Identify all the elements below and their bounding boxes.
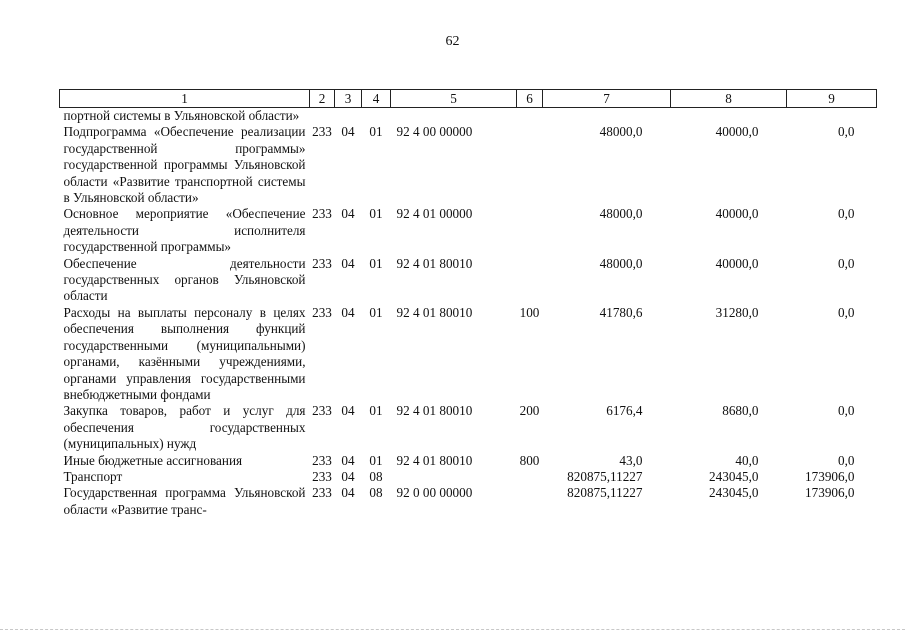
cell-amount-col7: 41780,6	[599, 304, 643, 320]
row-name: Основное мероприятие «Обеспечение деятельности исполнителя государственной программы»	[63, 206, 306, 255]
cell-amount-col9: 0,0	[838, 124, 855, 140]
cell-amount-col7: 48000,0	[599, 206, 643, 222]
cell-ministry-code: 233	[312, 304, 332, 320]
cell-ministry-code: 233	[312, 485, 332, 501]
cell-ministry-code: 233	[312, 124, 332, 140]
cell-ministry-code: 233	[312, 206, 332, 222]
row-name: Расходы на выплаты персоналу в целях обеспечения выполнения функций государственными (муниципальными) органами, казёнными учреждениями, органами управления государственными внебюджетными фондами	[63, 304, 306, 402]
cell-amount-col9: 0,0	[838, 255, 855, 271]
table-row	[60, 305, 877, 403]
cell-amount-col7: 820875,11227	[567, 485, 643, 501]
column-number-row	[60, 90, 877, 108]
cell-ministry-code: 233	[312, 403, 332, 419]
cell-section-code	[335, 108, 362, 125]
cell-section-code: 04	[341, 255, 355, 271]
column-header: 3	[335, 90, 362, 108]
cell-subsection-code: 08	[369, 468, 383, 484]
cell-expense-type	[517, 469, 543, 485]
cell-target-article: 92 4 01 80010	[396, 304, 473, 320]
cell-amount-col7: 6176,4	[606, 403, 643, 419]
cell-ministry-code: 233	[312, 452, 332, 468]
column-header: 8	[671, 90, 787, 108]
table-row	[60, 206, 877, 255]
cell-expense-type: 800	[519, 452, 540, 468]
budget-table	[59, 89, 877, 518]
column-header: 1	[60, 90, 310, 108]
cell-section-code: 04	[341, 206, 355, 222]
cell-amount-col7: 48000,0	[599, 124, 643, 140]
cell-amount-col8: 31280,0	[715, 304, 759, 320]
cell-section-code: 04	[341, 304, 355, 320]
cell-subsection-code: 01	[369, 206, 383, 222]
cell-subsection-code: 08	[369, 485, 383, 501]
cell-subsection-code: 01	[369, 403, 383, 419]
cell-amount-col8: 8680,0	[722, 403, 759, 419]
cell-amount-col9: 173906,0	[805, 485, 855, 501]
cell-expense-type	[517, 108, 543, 125]
row-name: портной системы в Ульяновской области»	[63, 108, 300, 123]
scan-artifact-line	[0, 629, 905, 631]
row-name: Обеспечение деятельности государственных органов Ульяновской области	[63, 255, 306, 304]
cell-target-article: 92 4 00 00000	[396, 124, 473, 140]
cell-ministry-code	[310, 108, 335, 125]
column-header: 4	[362, 90, 391, 108]
page-number: 62	[445, 34, 460, 49]
table-row	[60, 124, 877, 206]
cell-amount-col8: 40000,0	[715, 206, 759, 222]
cell-subsection-code: 01	[369, 304, 383, 320]
row-name: Закупка товаров, работ и услуг для обеспечения государственных (муниципальных) нужд	[63, 403, 306, 452]
column-header: 9	[787, 90, 877, 108]
column-header: 6	[517, 90, 543, 108]
row-name: Транспорт	[63, 468, 123, 484]
cell-amount-col9	[787, 108, 877, 125]
column-header: 5	[391, 90, 517, 108]
cell-target-article: 92 0 00 00000	[396, 485, 473, 501]
cell-target-article: 92 4 01 80010	[396, 403, 473, 419]
cell-amount-col9: 0,0	[838, 304, 855, 320]
table-row	[60, 485, 877, 518]
cell-amount-col8: 243045,0	[709, 485, 759, 501]
column-header: 2	[310, 90, 335, 108]
cell-section-code: 04	[341, 468, 355, 484]
cell-subsection-code: 01	[369, 452, 383, 468]
cell-expense-type: 200	[519, 403, 540, 419]
cell-subsection-code: 01	[369, 255, 383, 271]
table-row	[60, 403, 877, 452]
cell-target-article: 92 4 01 80010	[396, 452, 473, 468]
cell-amount-col8: 243045,0	[709, 468, 759, 484]
cell-amount-col9: 0,0	[838, 403, 855, 419]
cell-section-code: 04	[341, 403, 355, 419]
cell-expense-type	[517, 256, 543, 305]
cell-amount-col9: 173906,0	[805, 468, 855, 484]
table-row	[60, 453, 877, 469]
table-row	[60, 469, 877, 485]
cell-subsection-code: 01	[369, 124, 383, 140]
cell-section-code: 04	[341, 124, 355, 140]
column-header: 7	[543, 90, 671, 108]
cell-amount-col7	[543, 108, 671, 125]
cell-target-article	[391, 108, 517, 125]
cell-section-code: 04	[341, 485, 355, 501]
cell-target-article: 92 4 01 80010	[396, 255, 473, 271]
cell-amount-col9: 0,0	[838, 206, 855, 222]
cell-target-article: 92 4 01 00000	[396, 206, 473, 222]
cell-section-code: 04	[341, 452, 355, 468]
cell-ministry-code: 233	[312, 468, 332, 484]
cell-amount-col7: 43,0	[619, 452, 643, 468]
cell-amount-col7: 48000,0	[599, 255, 643, 271]
cell-amount-col8: 40,0	[735, 452, 759, 468]
cell-amount-col7: 820875,11227	[567, 468, 643, 484]
cell-expense-type	[517, 485, 543, 518]
table-row	[60, 256, 877, 305]
table-row	[60, 108, 877, 125]
cell-amount-col9: 0,0	[838, 452, 855, 468]
cell-ministry-code: 233	[312, 255, 332, 271]
cell-target-article	[391, 469, 517, 485]
row-name: Подпрограмма «Обеспечение реализации государственной программы» государственной программы Ульяновской области «Развитие транспортной системы в Ульяновской области»	[63, 124, 306, 206]
cell-expense-type: 100	[519, 304, 540, 320]
row-name: Государственная программа Ульяновской области «Развитие транс-	[63, 485, 306, 517]
cell-amount-col8	[671, 108, 787, 125]
row-name: Иные бюджетные ассигнования	[63, 452, 243, 468]
cell-amount-col8: 40000,0	[715, 255, 759, 271]
cell-amount-col8: 40000,0	[715, 124, 759, 140]
cell-expense-type	[517, 206, 543, 255]
cell-expense-type	[517, 124, 543, 206]
cell-subsection-code	[362, 108, 391, 125]
